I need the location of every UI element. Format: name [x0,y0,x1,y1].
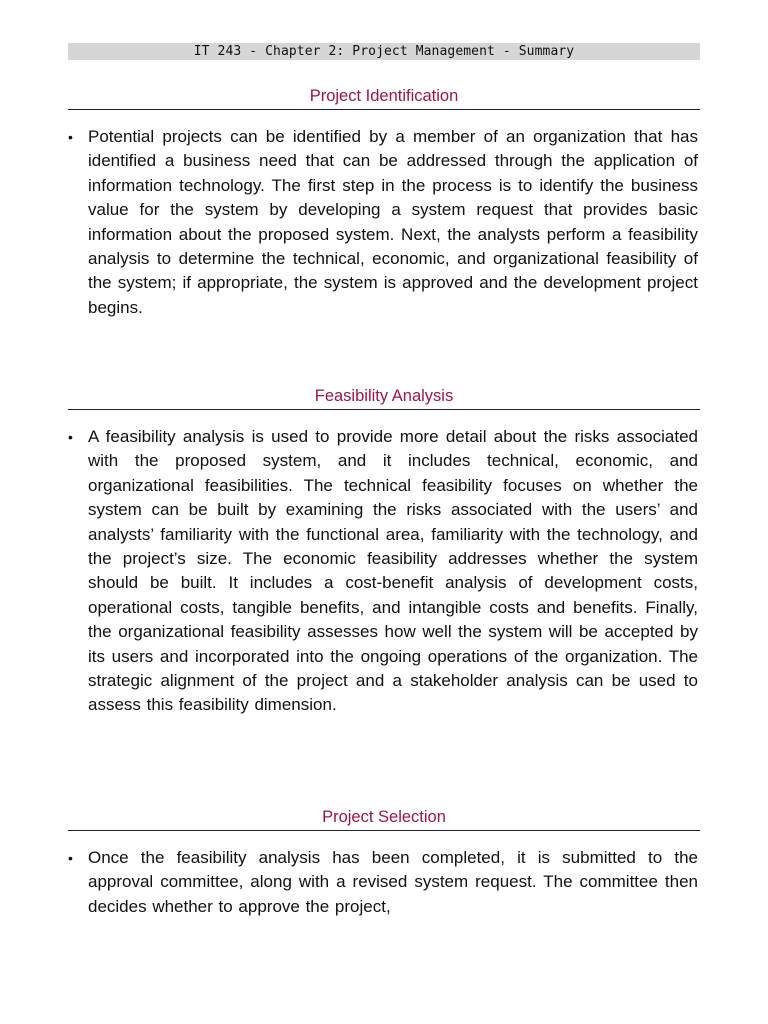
bullet-marker: • [68,429,73,445]
page-header: IT 243 - Chapter 2: Project Management - Summary [68,43,700,60]
bullet-marker: • [68,129,73,145]
paragraph-feasibility-analysis: A feasibility analysis is used to provide more detail about the risks associated with the proposed system, and it includes technical, economic, and organizational feasibilities. The technical feasibility focuses on whether the system can be built by examining the risks associated with the users’ and analysts’ familiarity with the functional area, familiarity with the technology, and the project’s size. The economic feasibility addresses whether the system should be built. It includes a cost-benefit analysis of development costs, operational costs, tangible benefits, and intangible costs and benefits. Finally, the organizational feasibility assesses how well the system will be accepted by its users and incorporated into the ongoing operations of the organization. The strategic alignment of the project and a stakeholder analysis can be used to assess this feasibility dimension. [88,427,698,715]
paragraph-project-selection: Once the feasibility analysis has been completed, it is submitted to the approval committee, along with a revised system request. The committee then decides whether to approve the project, [88,848,698,916]
section-heading-project-identification: Project Identification [68,86,700,110]
bullet-marker: • [68,850,73,866]
section-heading-project-selection: Project Selection [68,807,700,831]
section-heading-feasibility-analysis: Feasibility Analysis [68,386,700,410]
paragraph-project-identification: Potential projects can be identified by a member of an organization that has identified a business need that can be addressed through the application of information technology. The first step in the process is to identify the business value for the system by developing a system request that provides basic information about the proposed system. Next, the analysts perform a feasibility analysis to determine the technical, economic, and organizational feasibility of the system; if appropriate, the system is approved and the development project begins. [88,127,698,317]
